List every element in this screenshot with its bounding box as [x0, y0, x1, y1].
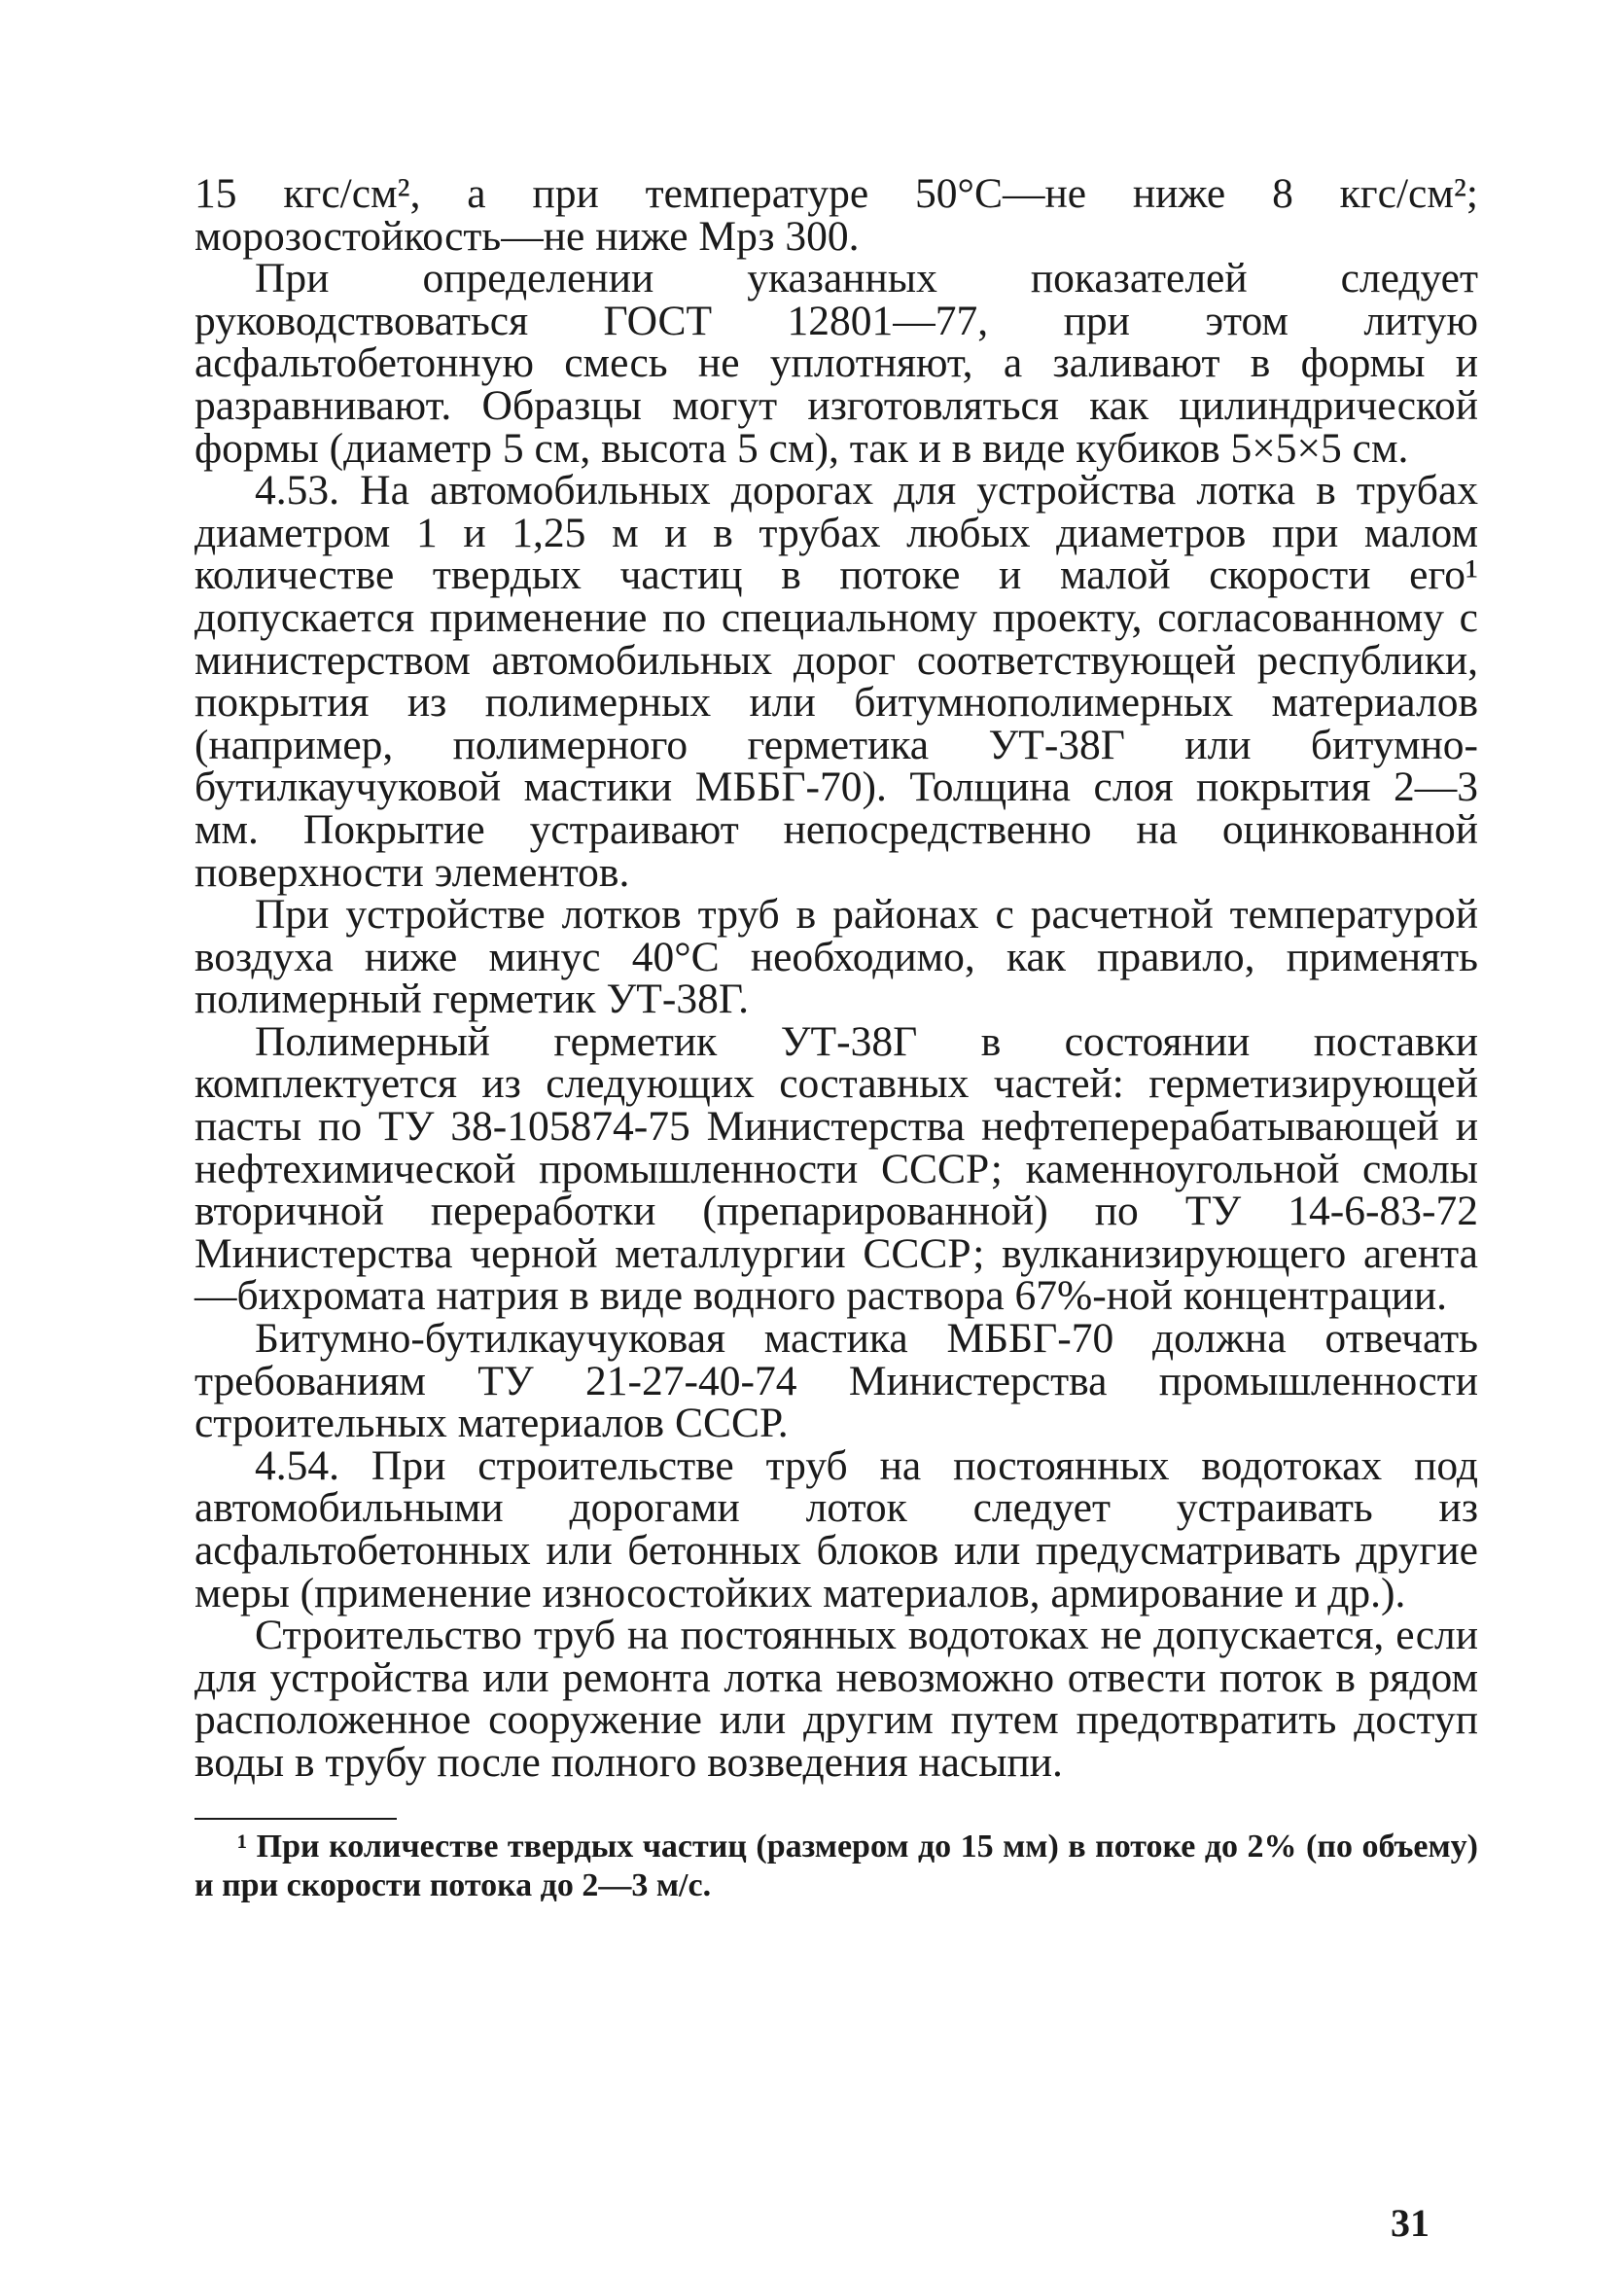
footnote: ¹ При количестве твердых частиц (размером до 15 мм) в потоке до 2% (по объему) и при скорости потока до 2—3 м/с.: [194, 1828, 1478, 1903]
paragraph-4: При устройстве лотков труб в районах с расчетной температурой воздуха ниже минус 40°С необходимо, как правило, применять полимерный герметик УТ-38Г.: [194, 891, 1478, 1023]
paragraph-1: 15 кгс/см², а при температуре 50°С—не ниже 8 кгс/см²; морозостойкость—не ниже Мрз 300.: [194, 170, 1478, 260]
paragraph-3: 4.53. На автомобильных дорогах для устройства лотка в трубах диаметром 1 и 1,25 м и в трубах любых диаметров при малом количестве твердых частиц в потоке и малой скорости его¹ допускается применение по специальному проекту, согласованному с министерством автомобильных дорог соответствующей республики, покрытия из полимерных или битумнополимерных материалов (например, полимерного герметика УТ-38Г или битумно-бутилкаучуковой мастики МББГ-70). Толщина слоя покрытия 2—3 мм. Покрытие устраивают непосредственно на оцинкованной поверхности элементов.: [194, 467, 1478, 896]
footnote-divider: [194, 1818, 397, 1820]
body-text: [194, 170, 1478, 1786]
paragraph-7: 4.54. При строительстве труб на постоянных водотоках под автомобильными дорогами лоток следует устраивать из асфальтобетонных или бетонных блоков или предусматривать другие меры (применение износостойких материалов, армирование и др.).: [194, 1441, 1478, 1616]
paragraph-6: Битумно-бутилкаучуковая мастика МББГ-70 должна отвечать требованиям ТУ 21-27-40-74 Министерства промышленности строительных материалов СССР.: [194, 1315, 1478, 1447]
paragraph-2: При определении указанных показателей следует руководствоваться ГОСТ 12801—77, при этом литую асфальтобетонную смесь не уплотняют, а заливают в формы и разравнивают. Образцы могут изготовляться как цилиндрической формы (диаметр 5 см, высота 5 см), так и в виде кубиков 5×5×5 см.: [194, 255, 1478, 472]
paragraph-8: Строительство труб на постоянных водотоках не допускается, если для устройства или ремонта лотка невозможно отвести поток в рядом расположенное сооружение или другим путем предотвратить доступ воды в трубу после полного возведения насыпи.: [194, 1612, 1478, 1786]
paragraph-5: Полимерный герметик УТ-38Г в состоянии поставки комплектуется из следующих составных частей: герметизирующей пасты по ТУ 38-105874-75 Министерства нефтеперерабатывающей и нефтехимической промышленности СССР; каменноугольной смолы вторичной переработки (препарированной) по ТУ 14-6-83-72 Министерства черной металлургии СССР; вулканизирующего агента—бихромата натрия в виде водного раствора 67%-ной концентрации.: [194, 1017, 1478, 1320]
page-number: 31: [1391, 2201, 1430, 2245]
